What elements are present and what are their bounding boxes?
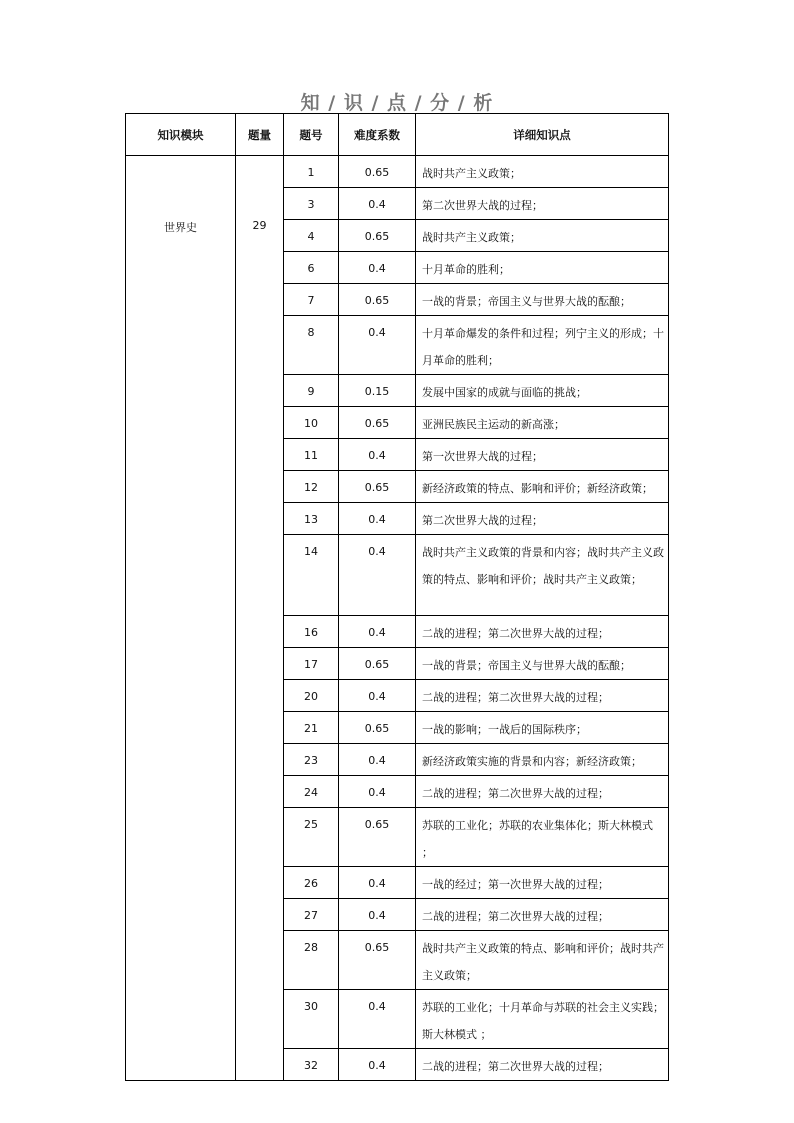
difficulty-cell: 0.4 (339, 439, 416, 471)
difficulty-cell: 0.4 (339, 535, 416, 616)
detail-text: 一战的背景；帝国主义与世界大战的酝酿； (422, 295, 631, 308)
question-number-cell: 7 (284, 284, 339, 316)
question-number-cell: 32 (284, 1049, 339, 1081)
detail-cell (416, 931, 669, 990)
header-count: 题量 (236, 114, 284, 156)
question-number-cell: 9 (284, 375, 339, 407)
detail-cell (416, 471, 669, 503)
detail-text: 新经济政策的特点、影响和评价；新经济政策； (422, 482, 653, 495)
header-difficulty: 难度系数 (339, 114, 416, 156)
question-number-cell: 6 (284, 252, 339, 284)
difficulty-cell: 0.65 (339, 712, 416, 744)
detail-cell (416, 867, 669, 899)
question-number-cell: 4 (284, 220, 339, 252)
difficulty-cell: 0.4 (339, 188, 416, 220)
question-number-cell: 13 (284, 503, 339, 535)
detail-cell (416, 776, 669, 808)
difficulty-cell: 0.65 (339, 156, 416, 188)
detail-text: 一战的背景；帝国主义与世界大战的酝酿； (422, 659, 631, 672)
question-number-cell: 25 (284, 808, 339, 867)
detail-text: 二战的进程；第二次世界大战的过程； (422, 910, 609, 923)
question-number-cell: 17 (284, 648, 339, 680)
detail-text: 苏联的工业化；苏联的农业集体化；斯大林模式 ； (422, 819, 653, 859)
detail-cell (416, 188, 669, 220)
detail-cell (416, 439, 669, 471)
detail-text: 十月革命爆发的条件和过程；列宁主义的形成；十月革命的胜利； (422, 327, 664, 367)
detail-cell (416, 407, 669, 439)
detail-cell (416, 899, 669, 931)
header-row (126, 114, 669, 156)
module-cell: 世界史 (126, 156, 236, 1081)
detail-text: 战时共产主义政策的背景和内容；战时共产主义政策的特点、影响和评价；战时共产主义政策； (422, 546, 664, 586)
detail-text: 战时共产主义政策； (422, 231, 521, 244)
detail-text: 第二次世界大战的过程； (422, 514, 543, 527)
detail-text: 战时共产主义政策的特点、影响和评价；战时共产主义政策； (422, 942, 664, 982)
difficulty-cell: 0.4 (339, 252, 416, 284)
detail-cell (416, 375, 669, 407)
difficulty-cell: 0.4 (339, 503, 416, 535)
detail-cell (416, 156, 669, 188)
question-number-cell: 21 (284, 712, 339, 744)
question-number-cell: 27 (284, 899, 339, 931)
difficulty-cell: 0.4 (339, 776, 416, 808)
page-title: 知 / 识 / 点 / 分 / 析 (300, 92, 494, 114)
question-number-cell: 1 (284, 156, 339, 188)
count-cell: 29 (236, 156, 284, 1081)
detail-cell (416, 744, 669, 776)
difficulty-cell: 0.4 (339, 316, 416, 375)
question-number-cell: 10 (284, 407, 339, 439)
difficulty-cell: 0.65 (339, 648, 416, 680)
difficulty-cell: 0.4 (339, 1049, 416, 1081)
detail-cell (416, 616, 669, 648)
detail-text: 二战的进程；第二次世界大战的过程； (422, 787, 609, 800)
difficulty-cell: 0.4 (339, 744, 416, 776)
detail-cell (416, 220, 669, 252)
difficulty-cell: 0.65 (339, 220, 416, 252)
detail-text: 新经济政策实施的背景和内容；新经济政策； (422, 755, 642, 768)
question-number-cell: 3 (284, 188, 339, 220)
question-number-cell: 26 (284, 867, 339, 899)
header-detail: 详细知识点 (416, 114, 669, 156)
question-number-cell: 8 (284, 316, 339, 375)
detail-cell (416, 990, 669, 1049)
detail-text: 发展中国家的成就与面临的挑战； (422, 386, 587, 399)
difficulty-cell: 0.4 (339, 899, 416, 931)
question-number-cell: 20 (284, 680, 339, 712)
detail-cell (416, 252, 669, 284)
difficulty-cell: 0.4 (339, 990, 416, 1049)
detail-text: 第二次世界大战的过程； (422, 199, 543, 212)
difficulty-cell: 0.15 (339, 375, 416, 407)
question-number-cell: 14 (284, 535, 339, 616)
difficulty-cell: 0.65 (339, 808, 416, 867)
detail-cell (416, 680, 669, 712)
detail-text: 苏联的工业化；十月革命与苏联的社会主义实践；斯大林模式 ； (422, 1001, 664, 1041)
difficulty-cell: 0.4 (339, 867, 416, 899)
question-number-cell: 30 (284, 990, 339, 1049)
question-number-cell: 16 (284, 616, 339, 648)
detail-text: 第一次世界大战的过程； (422, 450, 543, 463)
difficulty-cell: 0.65 (339, 284, 416, 316)
detail-text: 一战的经过；第一次世界大战的过程； (422, 878, 609, 891)
detail-text: 亚洲民族民主运动的新高涨； (422, 418, 565, 431)
detail-text: 十月革命的胜利； (422, 263, 510, 276)
difficulty-cell: 0.65 (339, 407, 416, 439)
question-number-cell: 23 (284, 744, 339, 776)
detail-cell (416, 535, 669, 616)
question-number-cell: 11 (284, 439, 339, 471)
detail-text: 一战的影响；一战后的国际秩序； (422, 723, 587, 736)
header-module: 知识模块 (126, 114, 236, 156)
difficulty-cell: 0.4 (339, 616, 416, 648)
detail-cell (416, 808, 669, 867)
detail-text: 战时共产主义政策； (422, 167, 521, 180)
difficulty-cell: 0.65 (339, 931, 416, 990)
detail-text: 二战的进程；第二次世界大战的过程； (422, 691, 609, 704)
difficulty-cell: 0.65 (339, 471, 416, 503)
detail-text: 二战的进程；第二次世界大战的过程； (422, 1060, 609, 1073)
table-body (126, 156, 669, 1081)
detail-cell (416, 648, 669, 680)
detail-cell (416, 284, 669, 316)
detail-cell (416, 712, 669, 744)
detail-cell (416, 1049, 669, 1081)
question-number-cell: 28 (284, 931, 339, 990)
table-row (126, 156, 669, 188)
knowledge-table (125, 113, 669, 1081)
difficulty-cell: 0.4 (339, 680, 416, 712)
question-number-cell: 24 (284, 776, 339, 808)
detail-cell (416, 316, 669, 375)
question-number-cell: 12 (284, 471, 339, 503)
detail-cell (416, 503, 669, 535)
detail-text: 二战的进程；第二次世界大战的过程； (422, 627, 609, 640)
header-question-no: 题号 (284, 114, 339, 156)
